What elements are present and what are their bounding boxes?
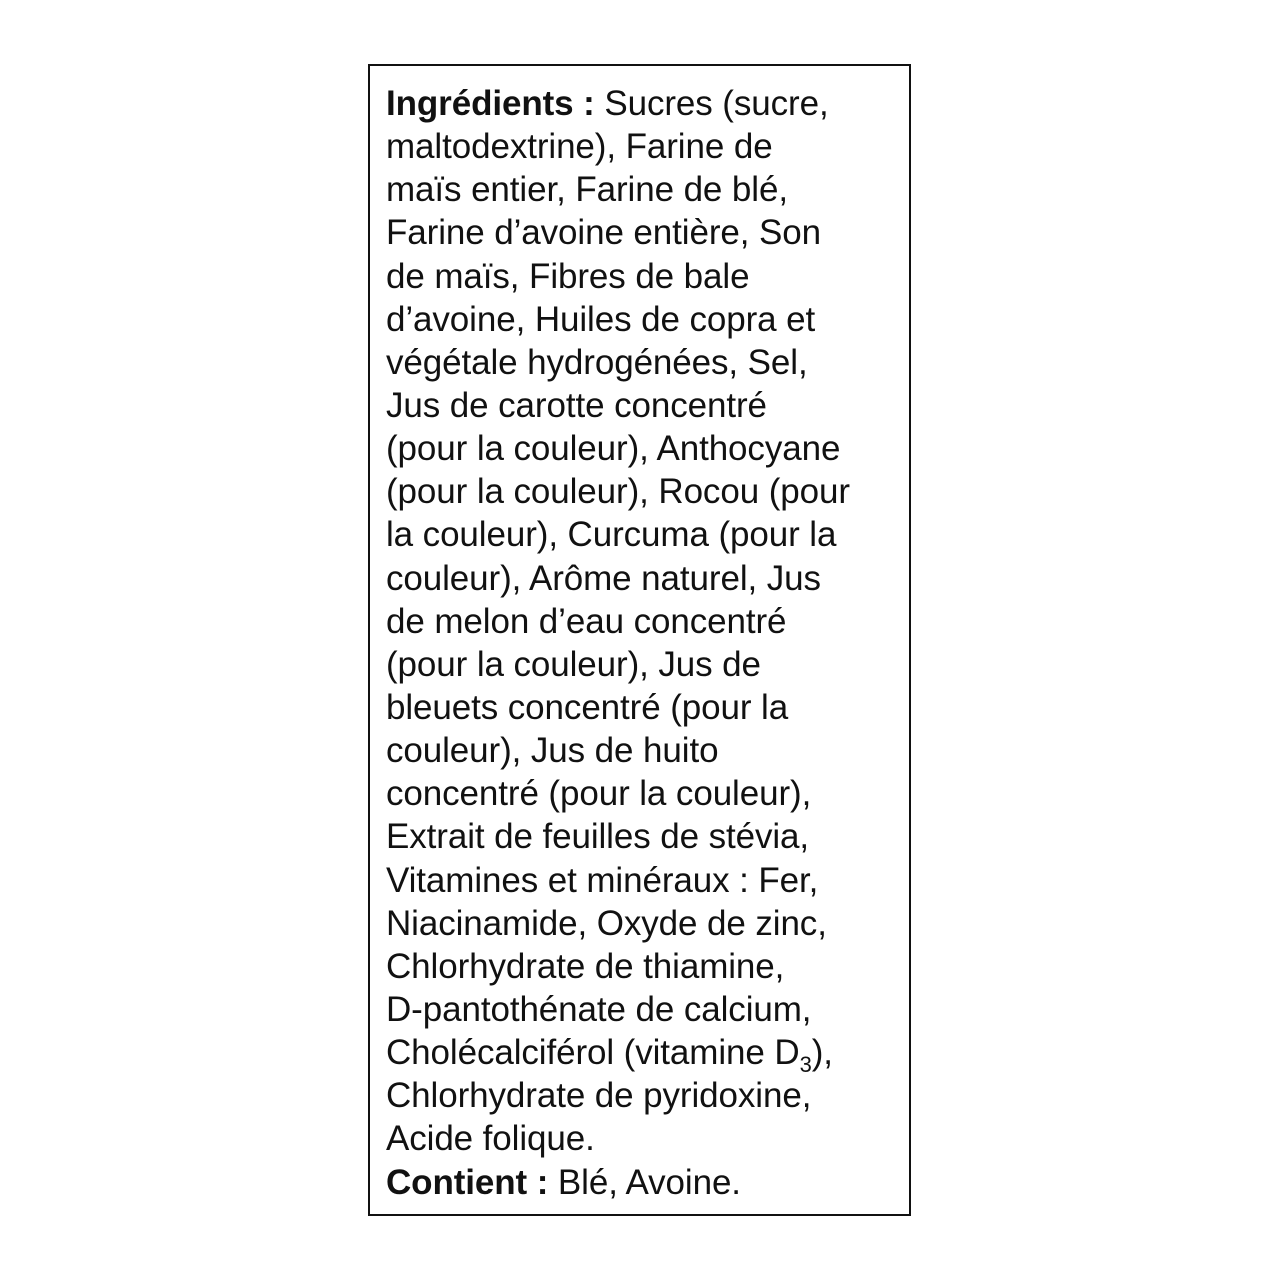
- ingredient-line-11: la couleur), Curcuma (pour la: [386, 515, 837, 555]
- ingredients-heading: Ingrédients :: [386, 84, 595, 123]
- ingredient-line-5: de maïs, Fibres de bale: [386, 256, 750, 296]
- ingredient-line-4: Farine d’avoine entière, Son: [386, 213, 821, 253]
- ingredient-line-7: végétale hydrogénées, Sel,: [386, 342, 808, 382]
- ingredient-line-22: D-pantothénate de calcium,: [386, 989, 812, 1029]
- ingredient-line-9: (pour la couleur), Anthocyane: [386, 429, 841, 469]
- ingredient-line-vitamin-d: [386, 1031, 901, 1078]
- ingredient-line-12: couleur), Arôme naturel, Jus: [386, 558, 821, 598]
- contains-line: [386, 1161, 901, 1204]
- ingredient-line-13: de melon d’eau concentré: [386, 601, 787, 641]
- ingredient-line-25: Acide folique.: [386, 1119, 595, 1159]
- vitamin-d-suffix: ),: [811, 1033, 833, 1073]
- ingredient-line-21: Chlorhydrate de thiamine,: [386, 946, 785, 986]
- ingredient-line-10: (pour la couleur), Rocou (pour: [386, 472, 850, 512]
- ingredient-line-1: [386, 82, 901, 125]
- ingredient-line-8: Jus de carotte concentré: [386, 385, 767, 425]
- ingredient-line-15: bleuets concentré (pour la: [386, 687, 789, 727]
- ingredient-text: [386, 82, 901, 1204]
- ingredient-line-3: maïs entier, Farine de blé,: [386, 170, 788, 210]
- ingredient-line-19: Vitamines et minéraux : Fer,: [386, 860, 819, 900]
- contains-text: Blé, Avoine.: [548, 1162, 741, 1202]
- ingredient-line-20: Niacinamide, Oxyde de zinc,: [386, 903, 827, 943]
- ingredient-line-14: (pour la couleur), Jus de: [386, 644, 761, 684]
- ingredient-line-16: couleur), Jus de huito: [386, 731, 719, 771]
- ingredient-line-18: Extrait de feuilles de stévia,: [386, 817, 810, 857]
- ingredient-line-24: Chlorhydrate de pyridoxine,: [386, 1076, 812, 1116]
- ingredient-label-box: [368, 64, 911, 1216]
- vitamin-d-subscript: 3: [799, 1052, 812, 1078]
- ingredient-line-17: concentré (pour la couleur),: [386, 774, 812, 814]
- ingredient-line-2: maltodextrine), Farine de: [386, 127, 773, 167]
- vitamin-d-prefix: Cholécalciférol (vitamine D: [386, 1033, 800, 1073]
- ingredient-line-6: d’avoine, Huiles de copra et: [386, 299, 816, 339]
- ingredient-line-text: Sucres (sucre,: [594, 84, 829, 123]
- contains-heading: Contient :: [386, 1162, 549, 1202]
